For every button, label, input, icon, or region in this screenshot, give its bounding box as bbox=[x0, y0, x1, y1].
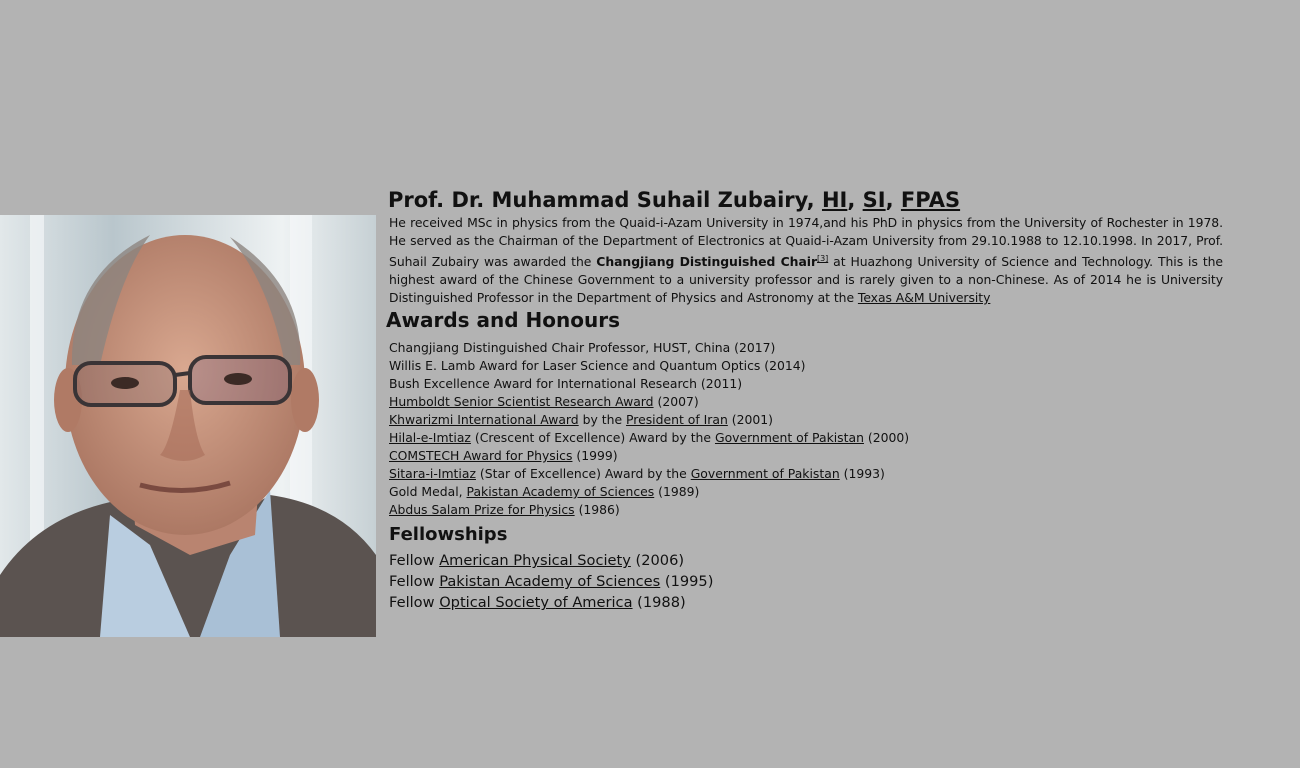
award-text: Changjiang Distinguished Chair Professor, HUST, China (2017) bbox=[389, 340, 776, 355]
fellow-year: (2006) bbox=[630, 552, 685, 569]
award-text: (1999) bbox=[572, 448, 618, 463]
list-item bbox=[389, 339, 909, 357]
fellowship-link[interactable]: Optical Society of America bbox=[439, 594, 633, 611]
list-item bbox=[389, 550, 713, 571]
bio-text: at Huazhong University of Science and Technology. This is the highest award of the Chinese Government to a university professor and is rarely given to a non-Chinese. As of 2014 he is University Distinguished Professor in the Department of Physics and Astronomy at the bbox=[389, 254, 1224, 306]
award-text: (Crescent of Excellence) Award by the bbox=[470, 430, 715, 445]
bio-bold-chair: Changjiang Distinguished Chair bbox=[596, 254, 818, 270]
fellowships-heading: Fellowships bbox=[389, 524, 508, 545]
awards-heading: Awards and Honours bbox=[386, 308, 620, 332]
separator: , bbox=[885, 188, 901, 212]
hi-link[interactable]: HI bbox=[821, 188, 848, 212]
awards-list bbox=[389, 339, 909, 519]
award-text: (1986) bbox=[574, 502, 620, 517]
award-text: (1993) bbox=[839, 466, 885, 481]
award-link[interactable]: Khwarizmi International Award bbox=[389, 412, 579, 427]
award-link[interactable]: Abdus Salam Prize for Physics bbox=[389, 502, 575, 517]
list-item bbox=[389, 483, 909, 501]
list-item bbox=[389, 393, 909, 411]
award-link[interactable]: Pakistan Academy of Sciences bbox=[466, 484, 655, 499]
portrait-photo bbox=[0, 215, 376, 637]
award-link[interactable]: President of Iran bbox=[626, 412, 728, 427]
list-item bbox=[389, 357, 909, 375]
si-link[interactable]: SI bbox=[862, 188, 886, 212]
name-text: Prof. Dr. Muhammad Suhail Zubairy, bbox=[388, 188, 822, 212]
award-text: (2001) bbox=[727, 412, 773, 427]
list-item bbox=[389, 375, 909, 393]
award-link[interactable]: COMSTECH Award for Physics bbox=[389, 448, 573, 463]
fellow-year: (1995) bbox=[660, 573, 714, 590]
list-item bbox=[389, 592, 713, 613]
award-link[interactable]: Hilal-e-Imtiaz bbox=[389, 430, 471, 445]
portrait-illustration bbox=[0, 215, 376, 637]
list-item bbox=[389, 571, 713, 592]
award-text: (2000) bbox=[863, 430, 910, 445]
award-text: Gold Medal, bbox=[389, 484, 467, 499]
bio-paragraph bbox=[389, 214, 1223, 307]
bio-text: He received MSc in physics from the Quaid-i-Azam University in 1974,and his PhD in physics from the University of Rochester in 1978. He served as the Chairman of the Department of Electronics at Quaid-i-Azam University from 29.10.1988 to 12.10.1998. In 2017, Prof. Suhail Zubairy was awarded the bbox=[389, 215, 1223, 270]
fellowship-link[interactable]: American Physical Society bbox=[439, 552, 631, 569]
award-text: (Star of Excellence) Award by the bbox=[475, 466, 691, 481]
award-text: by the bbox=[578, 412, 627, 427]
list-item bbox=[389, 429, 909, 447]
fellowship-link[interactable]: Pakistan Academy of Sciences bbox=[439, 573, 661, 590]
separator: , bbox=[847, 188, 863, 212]
list-item bbox=[389, 411, 909, 429]
page-title bbox=[388, 188, 960, 212]
fellow-text: Fellow bbox=[389, 573, 440, 590]
list-item bbox=[389, 447, 909, 465]
award-text: (2007) bbox=[653, 394, 699, 409]
award-link[interactable]: Sitara-i-Imtiaz bbox=[389, 466, 476, 481]
award-link[interactable]: Government of Pakistan bbox=[690, 466, 840, 481]
list-item bbox=[389, 465, 909, 483]
list-item bbox=[389, 501, 909, 519]
reference-link[interactable]: [3] bbox=[817, 254, 829, 263]
fellow-year: (1988) bbox=[632, 594, 686, 611]
texas-am-link[interactable]: Texas A&M University bbox=[857, 290, 991, 306]
award-link[interactable]: Humboldt Senior Scientist Research Award bbox=[389, 394, 654, 409]
fellow-text: Fellow bbox=[389, 552, 440, 569]
fpas-link[interactable]: FPAS bbox=[900, 188, 961, 212]
fellow-text: Fellow bbox=[389, 594, 440, 611]
award-text: Willis E. Lamb Award for Laser Science and Quantum Optics (2014) bbox=[389, 358, 806, 373]
award-link[interactable]: Government of Pakistan bbox=[714, 430, 864, 445]
fellowships-list bbox=[389, 550, 713, 613]
award-text: (1989) bbox=[654, 484, 700, 499]
award-text: Bush Excellence Award for International Research (2011) bbox=[389, 376, 743, 391]
